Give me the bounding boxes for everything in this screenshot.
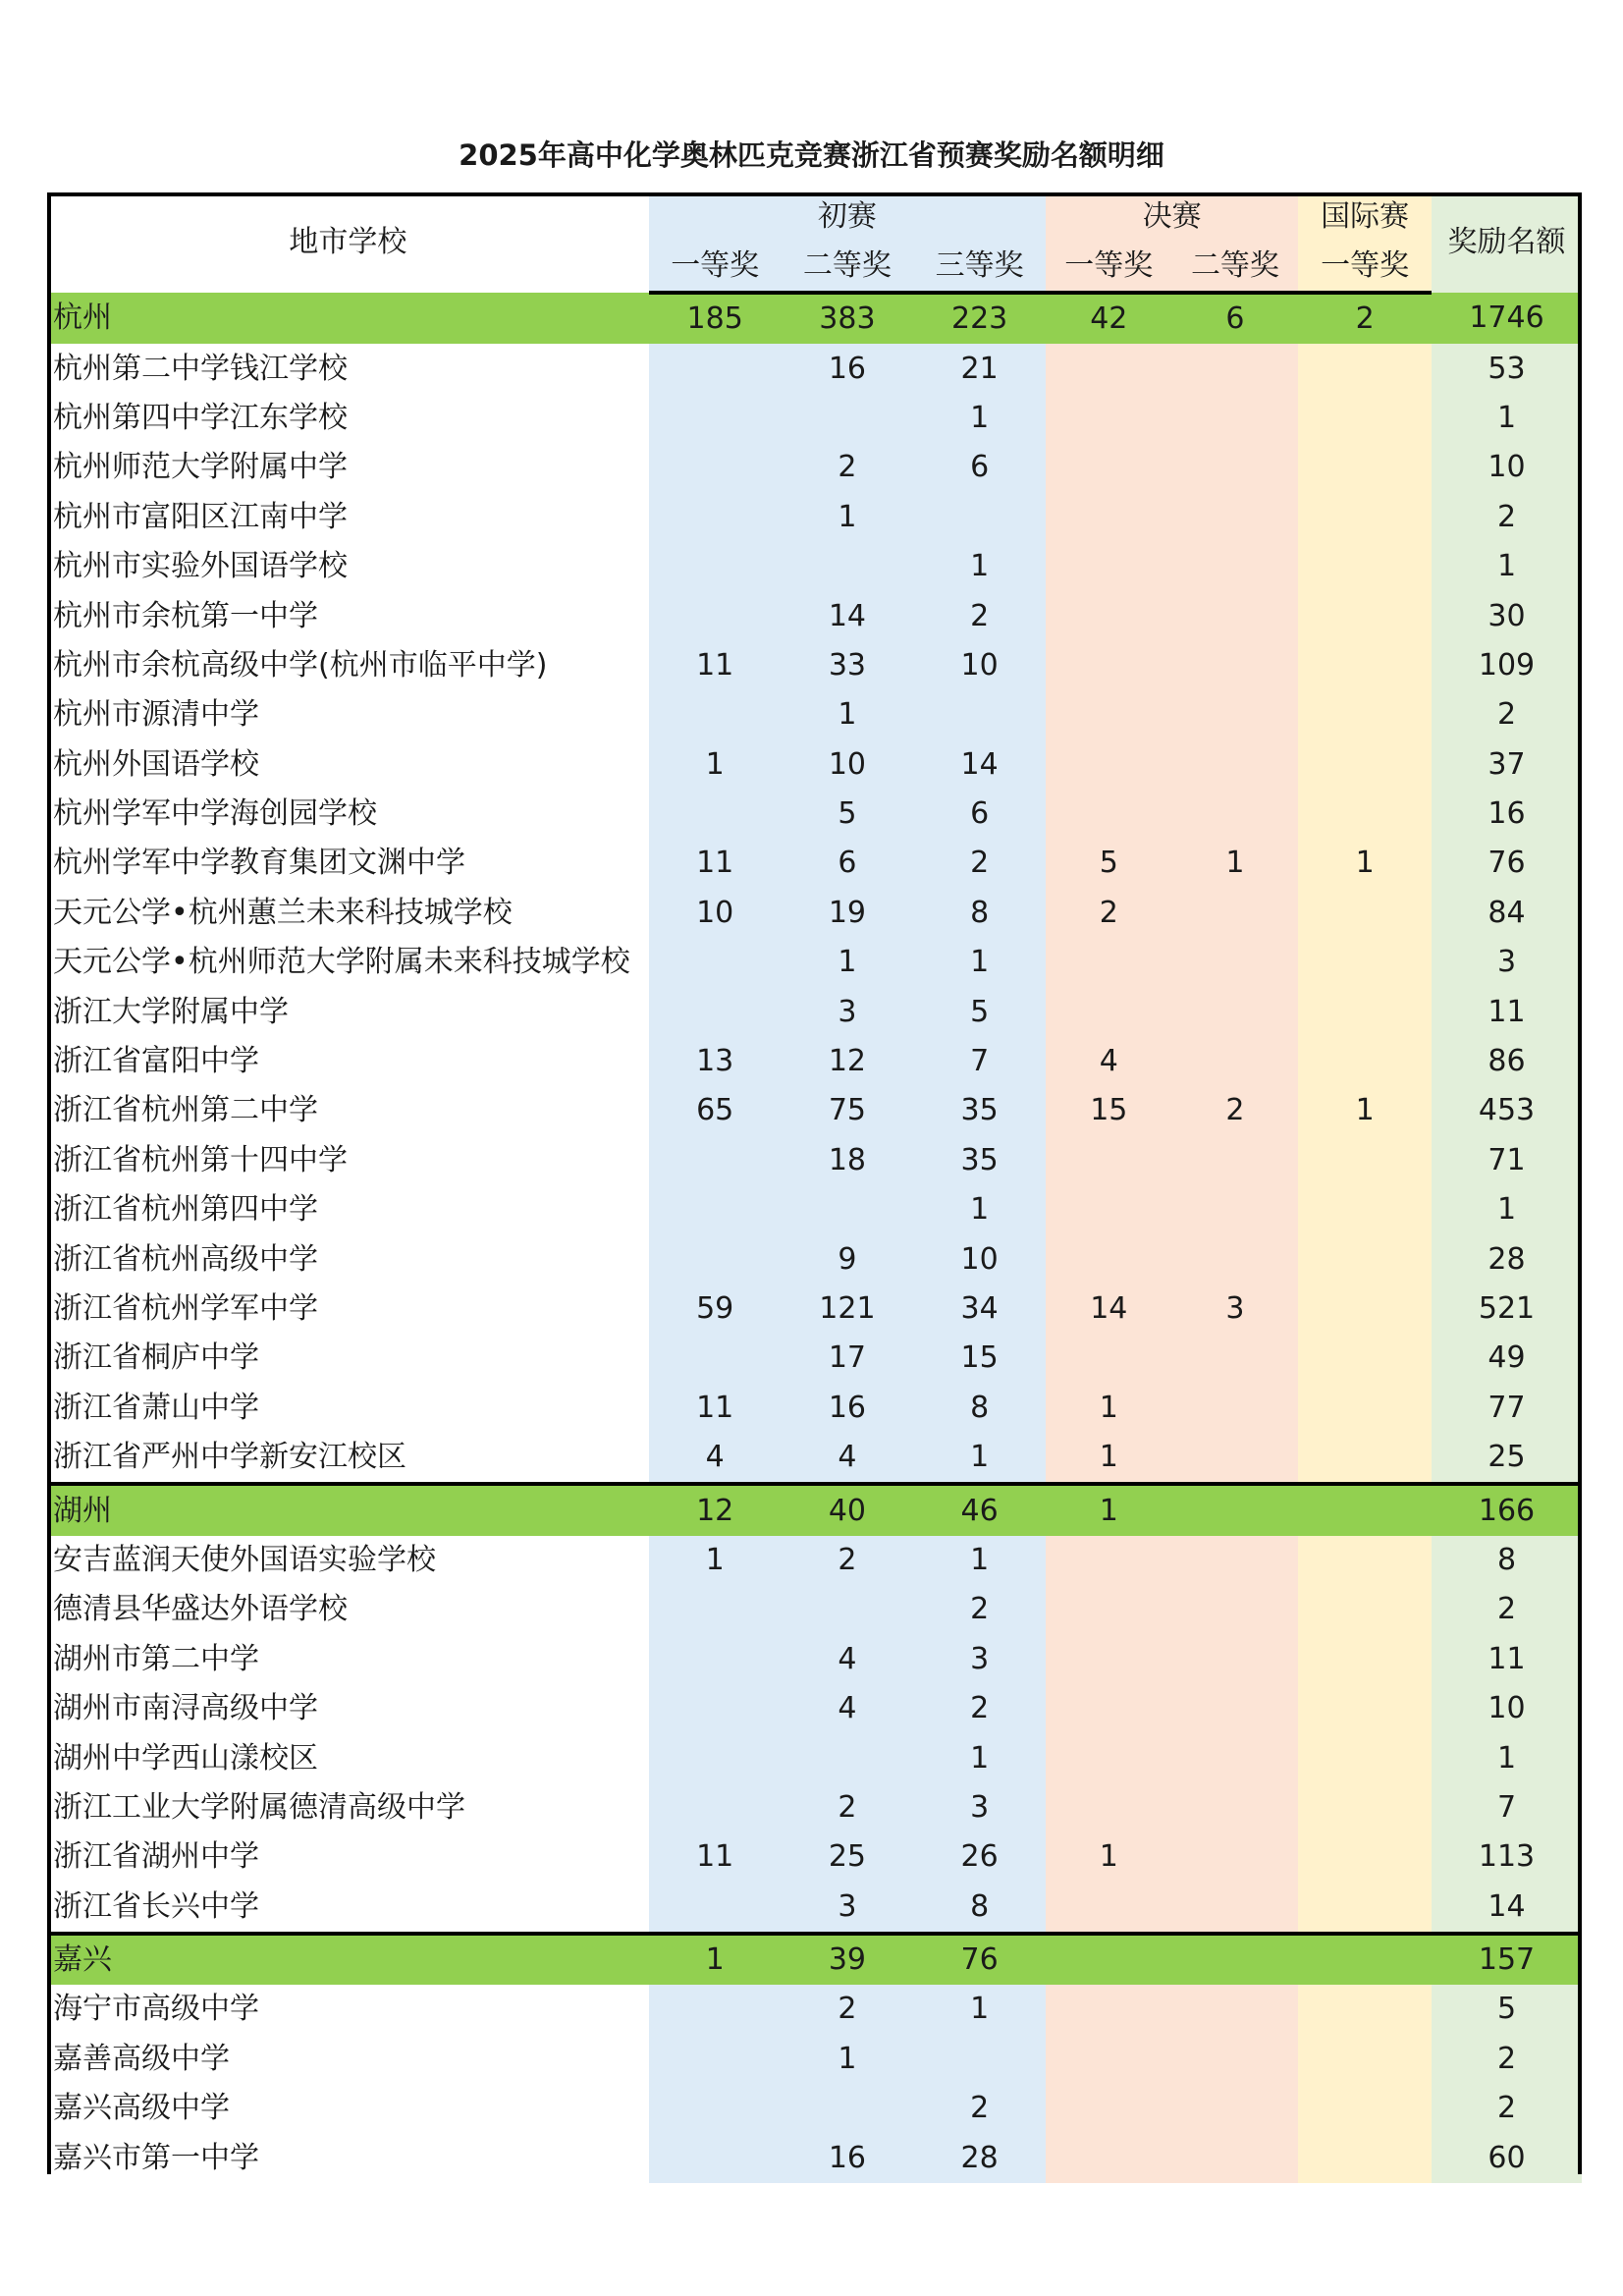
prelim-third: 14 xyxy=(913,740,1046,790)
prelim-second: 33 xyxy=(782,641,914,690)
award-total: 10 xyxy=(1432,443,1582,492)
prelim-first: 4 xyxy=(649,1433,782,1484)
award-total: 157 xyxy=(1432,1934,1582,1985)
award-total: 1746 xyxy=(1432,293,1582,344)
final-first: 42 xyxy=(1046,293,1172,344)
final-first: 1 xyxy=(1046,1484,1172,1535)
final-second: 6 xyxy=(1172,293,1299,344)
header-school: 地市学校 xyxy=(47,192,649,293)
city-name: 嘉兴 xyxy=(47,1934,649,1985)
award-total: 16 xyxy=(1432,790,1582,839)
header-prelim-first: 一等奖 xyxy=(649,242,782,293)
school-name: 湖州市南浔高级中学 xyxy=(47,1684,649,1733)
award-total: 14 xyxy=(1432,1883,1582,1934)
prelim-third: 1 xyxy=(913,1536,1046,1585)
prelim-third: 15 xyxy=(913,1334,1046,1383)
header-intl-first: 一等奖 xyxy=(1298,242,1432,293)
prelim-third: 2 xyxy=(913,591,1046,640)
prelim-third: 8 xyxy=(913,1384,1046,1433)
prelim-third: 2 xyxy=(913,1585,1046,1634)
award-total: 8 xyxy=(1432,1536,1582,1585)
award-total: 1 xyxy=(1432,1733,1582,1782)
school-name: 浙江省萧山中学 xyxy=(47,1384,649,1433)
prelim-second: 9 xyxy=(782,1234,914,1284)
final-second: 2 xyxy=(1172,1086,1299,1135)
intl-first: 2 xyxy=(1298,293,1432,344)
award-total: 84 xyxy=(1432,889,1582,938)
school-name: 浙江省桐庐中学 xyxy=(47,1334,649,1383)
school-name: 杭州外国语学校 xyxy=(47,740,649,790)
final-first: 2 xyxy=(1046,889,1172,938)
school-name: 德清县华盛达外语学校 xyxy=(47,1585,649,1634)
school-name: 天元公学•杭州师范大学附属未来科技城学校 xyxy=(47,938,649,987)
prelim-second: 4 xyxy=(782,1635,914,1684)
prelim-third: 7 xyxy=(913,1037,1046,1086)
prelim-first: 11 xyxy=(649,1832,782,1882)
prelim-third: 3 xyxy=(913,1635,1046,1684)
award-total: 113 xyxy=(1432,1832,1582,1882)
award-total: 28 xyxy=(1432,1234,1582,1284)
school-name: 嘉善高级中学 xyxy=(47,2035,649,2084)
prelim-second: 4 xyxy=(782,1684,914,1733)
school-name: 浙江省杭州第二中学 xyxy=(47,1086,649,1135)
prelim-third: 1 xyxy=(913,394,1046,443)
prelim-third: 1 xyxy=(913,1185,1046,1234)
prelim-second: 2 xyxy=(782,1783,914,1832)
prelim-third: 35 xyxy=(913,1086,1046,1135)
award-total: 10 xyxy=(1432,1684,1582,1733)
header-prelim-third: 三等奖 xyxy=(913,242,1046,293)
prelim-third: 1 xyxy=(913,1433,1046,1484)
prelim-second: 2 xyxy=(782,1536,914,1585)
prelim-second: 12 xyxy=(782,1037,914,1086)
school-name: 浙江省杭州第四中学 xyxy=(47,1185,649,1234)
school-name: 杭州市实验外国语学校 xyxy=(47,542,649,591)
header-intl: 国际赛 xyxy=(1298,192,1432,242)
prelim-third: 1 xyxy=(913,1733,1046,1782)
school-name: 浙江工业大学附属德清高级中学 xyxy=(47,1783,649,1832)
school-name: 杭州市余杭高级中学(杭州市临平中学) xyxy=(47,641,649,690)
prelim-third: 223 xyxy=(913,293,1046,344)
final-second: 3 xyxy=(1172,1285,1299,1334)
award-total: 1 xyxy=(1432,394,1582,443)
award-total: 2 xyxy=(1432,2035,1582,2084)
header-final-second: 二等奖 xyxy=(1172,242,1299,293)
award-total: 11 xyxy=(1432,1635,1582,1684)
school-name: 嘉兴市第一中学 xyxy=(47,2133,649,2182)
school-name: 杭州师范大学附属中学 xyxy=(47,443,649,492)
header-prelim: 初赛 xyxy=(649,192,1046,242)
school-name: 浙江大学附属中学 xyxy=(47,987,649,1036)
final-second: 1 xyxy=(1172,839,1299,888)
city-name: 杭州 xyxy=(47,293,649,344)
school-name: 杭州市余杭第一中学 xyxy=(47,591,649,640)
prelim-third: 34 xyxy=(913,1285,1046,1334)
header-final-first: 一等奖 xyxy=(1046,242,1172,293)
prelim-third: 8 xyxy=(913,889,1046,938)
final-first: 1 xyxy=(1046,1832,1172,1882)
prelim-second: 39 xyxy=(782,1934,914,1985)
prelim-third: 35 xyxy=(913,1136,1046,1185)
prelim-second: 16 xyxy=(782,344,914,393)
award-total: 77 xyxy=(1432,1384,1582,1433)
school-name: 浙江省杭州学军中学 xyxy=(47,1285,649,1334)
prelim-second: 5 xyxy=(782,790,914,839)
intl-first: 1 xyxy=(1298,1086,1432,1135)
award-total: 37 xyxy=(1432,740,1582,790)
final-first: 4 xyxy=(1046,1037,1172,1086)
prelim-first: 1 xyxy=(649,740,782,790)
prelim-third: 6 xyxy=(913,443,1046,492)
prelim-second: 383 xyxy=(782,293,914,344)
prelim-third: 5 xyxy=(913,987,1046,1036)
award-total: 521 xyxy=(1432,1285,1582,1334)
award-total: 1 xyxy=(1432,1185,1582,1234)
prelim-second: 40 xyxy=(782,1484,914,1535)
prelim-second: 75 xyxy=(782,1086,914,1135)
school-name: 海宁市高级中学 xyxy=(47,1985,649,2034)
prelim-first: 59 xyxy=(649,1285,782,1334)
award-total: 109 xyxy=(1432,641,1582,690)
final-first: 14 xyxy=(1046,1285,1172,1334)
prelim-first: 12 xyxy=(649,1484,782,1535)
award-total: 5 xyxy=(1432,1985,1582,2034)
prelim-second: 3 xyxy=(782,1883,914,1934)
school-name: 浙江省杭州第十四中学 xyxy=(47,1136,649,1185)
school-name: 杭州第二中学钱江学校 xyxy=(47,344,649,393)
prelim-first: 1 xyxy=(649,1934,782,1985)
award-total: 53 xyxy=(1432,344,1582,393)
city-name: 湖州 xyxy=(47,1484,649,1535)
prelim-second: 1 xyxy=(782,690,914,739)
prelim-third: 1 xyxy=(913,542,1046,591)
prelim-second: 16 xyxy=(782,2133,914,2182)
prelim-second: 6 xyxy=(782,839,914,888)
award-total: 60 xyxy=(1432,2133,1582,2182)
prelim-first: 11 xyxy=(649,641,782,690)
school-name: 杭州市源清中学 xyxy=(47,690,649,739)
award-total: 1 xyxy=(1432,542,1582,591)
prelim-third: 10 xyxy=(913,1234,1046,1284)
school-name: 杭州市富阳区江南中学 xyxy=(47,493,649,542)
prelim-third: 2 xyxy=(913,839,1046,888)
header-prelim-second: 二等奖 xyxy=(782,242,914,293)
prelim-third: 8 xyxy=(913,1883,1046,1934)
prelim-third: 26 xyxy=(913,1832,1046,1882)
final-first: 5 xyxy=(1046,839,1172,888)
prelim-third: 3 xyxy=(913,1783,1046,1832)
award-total: 25 xyxy=(1432,1433,1582,1484)
prelim-second: 16 xyxy=(782,1384,914,1433)
award-total: 49 xyxy=(1432,1334,1582,1383)
prelim-first: 13 xyxy=(649,1037,782,1086)
prelim-third: 28 xyxy=(913,2133,1046,2182)
prelim-second: 1 xyxy=(782,2035,914,2084)
school-name: 安吉蓝润天使外国语实验学校 xyxy=(47,1536,649,1585)
prelim-first: 65 xyxy=(649,1086,782,1135)
prelim-first: 11 xyxy=(649,1384,782,1433)
final-first: 15 xyxy=(1046,1086,1172,1135)
award-total: 166 xyxy=(1432,1484,1582,1535)
school-name: 浙江省湖州中学 xyxy=(47,1832,649,1882)
prelim-third: 2 xyxy=(913,1684,1046,1733)
award-total: 2 xyxy=(1432,493,1582,542)
final-first: 1 xyxy=(1046,1433,1172,1484)
header-final: 决赛 xyxy=(1046,192,1298,242)
award-total: 2 xyxy=(1432,2084,1582,2133)
award-total: 76 xyxy=(1432,839,1582,888)
prelim-third: 1 xyxy=(913,938,1046,987)
prelim-second: 17 xyxy=(782,1334,914,1383)
prelim-third: 10 xyxy=(913,641,1046,690)
prelim-second: 10 xyxy=(782,740,914,790)
prelim-second: 121 xyxy=(782,1285,914,1334)
award-total: 2 xyxy=(1432,1585,1582,1634)
table-frame xyxy=(47,192,1582,2174)
prelim-second: 3 xyxy=(782,987,914,1036)
prelim-second: 2 xyxy=(782,1985,914,2034)
prelim-second: 18 xyxy=(782,1136,914,1185)
document-title: 2025年高中化学奥林匹克竞赛浙江省预赛奖励名额明细 xyxy=(459,138,1164,172)
award-total: 71 xyxy=(1432,1136,1582,1185)
school-name: 天元公学•杭州蕙兰未来科技城学校 xyxy=(47,889,649,938)
prelim-second: 25 xyxy=(782,1832,914,1882)
award-total: 7 xyxy=(1432,1783,1582,1832)
school-name: 湖州中学西山漾校区 xyxy=(47,1733,649,1782)
prelim-third: 76 xyxy=(913,1934,1046,1985)
prelim-third: 46 xyxy=(913,1484,1046,1535)
intl-first: 1 xyxy=(1298,839,1432,888)
prelim-third: 6 xyxy=(913,790,1046,839)
school-name: 浙江省富阳中学 xyxy=(47,1037,649,1086)
prelim-third: 2 xyxy=(913,2084,1046,2133)
school-name: 浙江省严州中学新安江校区 xyxy=(47,1433,649,1484)
school-name: 湖州市第二中学 xyxy=(47,1635,649,1684)
prelim-second: 4 xyxy=(782,1433,914,1484)
school-name: 嘉兴高级中学 xyxy=(47,2084,649,2133)
prelim-first: 1 xyxy=(649,1536,782,1585)
school-name: 浙江省长兴中学 xyxy=(47,1883,649,1934)
award-total: 2 xyxy=(1432,690,1582,739)
prelim-second: 14 xyxy=(782,591,914,640)
award-total: 453 xyxy=(1432,1086,1582,1135)
school-name: 杭州第四中学江东学校 xyxy=(47,394,649,443)
final-first: 1 xyxy=(1046,1384,1172,1433)
prelim-first: 185 xyxy=(649,293,782,344)
prelim-second: 1 xyxy=(782,493,914,542)
school-name: 杭州学军中学教育集团文渊中学 xyxy=(47,839,649,888)
prelim-first: 11 xyxy=(649,839,782,888)
header-total: 奖励名额 xyxy=(1432,192,1582,293)
award-total: 30 xyxy=(1432,591,1582,640)
award-total: 3 xyxy=(1432,938,1582,987)
prelim-third: 21 xyxy=(913,344,1046,393)
award-total: 86 xyxy=(1432,1037,1582,1086)
prelim-second: 19 xyxy=(782,889,914,938)
prelim-second: 2 xyxy=(782,443,914,492)
school-name: 杭州学军中学海创园学校 xyxy=(47,790,649,839)
prelim-third: 1 xyxy=(913,1985,1046,2034)
prelim-second: 1 xyxy=(782,938,914,987)
prelim-first: 10 xyxy=(649,889,782,938)
school-name: 浙江省杭州高级中学 xyxy=(47,1234,649,1284)
award-total: 11 xyxy=(1432,987,1582,1036)
